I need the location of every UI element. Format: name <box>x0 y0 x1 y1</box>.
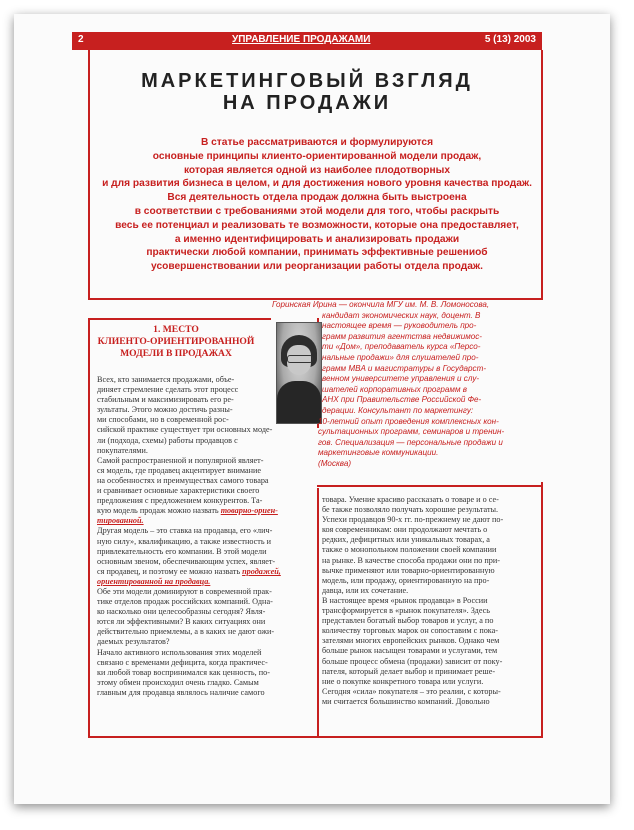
text-line: на рынке. В качестве способа продажи они по при- <box>322 555 500 565</box>
text-line: ние о покупке конкретного товара или услуги. <box>322 676 484 686</box>
abstract-line: и для развития бизнеса в целом, и для достижения нового уровня качества продаж. <box>102 178 532 190</box>
section-heading: 1. МЕСТО КЛИЕНТО-ОРИЕНТИРОВАННОЙ МОДЕЛИ В ПРОДАЖАХ <box>97 324 255 359</box>
bio-line: (Москва) <box>318 458 352 468</box>
text-line: редких, дефицитных или уникальных товарах, а <box>322 535 490 545</box>
article-title-line1: МАРКЕТИНГОВЫЙ ВЗГЛЯД <box>141 70 473 92</box>
abstract-line: в соответствии с требованиями этой модели для того, чтобы раскрыть <box>134 205 500 217</box>
text-line: коя современникам: они продолжают мечтать о <box>322 525 488 535</box>
bio-line: дерации. Консультант по маркетингу: <box>322 405 474 415</box>
term-seller-oriented: продажей, <box>242 566 281 576</box>
abstract-line: усовершенствовании или реорганизации работы отдела продаж. <box>151 261 483 273</box>
text-line: даемых результатов? <box>97 637 170 647</box>
text-line: ки любой товар воспринимался как ценность, по- <box>97 667 270 677</box>
article-title-line2: НА ПРОДАЖИ <box>222 92 392 114</box>
abstract-line: Вся деятельность отдела продаж должна быть выстроена <box>167 192 467 204</box>
article-abstract <box>92 136 542 274</box>
text-line: представлен богатый выбор товаров и услуг, а по <box>322 616 494 626</box>
text-line: зультаты. Этого можно достичь разны- <box>97 405 233 415</box>
text-line: количеству торговых марок он сопоставим с пока- <box>322 626 499 636</box>
text-line: стабильным и максимизировать его ре- <box>97 395 234 405</box>
body-column-1 <box>97 375 312 698</box>
text-line: связано с временами дефицита, когда практичес- <box>97 657 268 667</box>
bio-line: настоящее время — руководитель про- <box>322 321 477 331</box>
text-line: Сегодня «сила» покупателя – это реалии, с которы- <box>322 686 501 696</box>
text-line: диняет стремление сделать этот процесс <box>97 385 239 395</box>
text-line: ся продавец, и поэтому ее можно назвать продажей, <box>97 566 281 576</box>
bio-line: ти «Дом», преподаватель курса «Персо- <box>322 342 481 352</box>
text-line: ются ли эффективными? В каких ситуациях они <box>97 617 266 627</box>
text-line: товара. Умение красиво рассказать о товаре и о се- <box>322 495 499 504</box>
page-number: 2 <box>78 34 84 45</box>
abstract-line: а именно идентифицировать и анализировать продажи <box>174 233 460 245</box>
issue-number: 5 (13) 2003 <box>484 34 536 45</box>
bio-line: шателей корпоративных программ в <box>322 384 467 394</box>
text-line: ориентированной на продавца. <box>97 576 211 586</box>
text-line: модель, или продажу, ориентированную на про- <box>322 575 490 585</box>
heading-top-rule <box>88 318 271 320</box>
bio-line: грамм MBA и магистратуры в Государст- <box>322 363 487 373</box>
text-line: Всех, кто занимается продажами, объе- <box>97 375 235 384</box>
text-line: больше рынок насыщен товарами и услугами, тем <box>322 646 498 656</box>
text-line: бе также позволяло получать хорошие результаты. <box>322 505 499 515</box>
bio-line: Горинская Ирина — окончила МГУ им. М. В. Ломоносова, <box>272 300 490 309</box>
text-line: тированной. <box>97 516 144 526</box>
text-line: ся модель, где продавец акцентирует внимание <box>97 465 261 475</box>
text-line: этому обмен происходил очень гладко. Самым <box>97 677 259 687</box>
bio-line: 10-летний опыт проведения комплексных кон- <box>318 416 499 426</box>
text-line: Самой распространенной и популярной являет- <box>97 455 264 465</box>
abstract-line: В статье рассматриваются и формулируются <box>200 137 434 148</box>
text-line: привлекательность его компании. В этой модели <box>97 546 267 556</box>
bio-line: сультационных программ, семинаров и тренин- <box>318 427 505 437</box>
running-header <box>72 32 542 50</box>
text-line: на особенностях и преимуществах самого товара <box>97 475 269 485</box>
text-line: больше процесс обмена (продажи) зависит от поку- <box>322 656 503 666</box>
bio-line: венном университете управления и слу- <box>322 374 480 384</box>
author-bio <box>272 300 544 470</box>
text-line: Обе эти модели доминируют в современной прак- <box>97 586 272 596</box>
text-line: ми способами, но в современной рос- <box>97 415 229 425</box>
text-line: ли (подхода, схемы) работы продавцов с <box>97 435 238 445</box>
bio-line: кандидат экономических наук, доцент. В <box>322 310 481 320</box>
text-line: В настоящее время «рынок продавца» в России <box>322 595 488 605</box>
text-line: ную силу», квалификацию, а также известность и <box>97 536 272 546</box>
text-line: Другая модель – это ставка на продавца, его «лич- <box>97 526 273 536</box>
text-line: ми считается большинство компаний. Довольно <box>322 696 490 706</box>
term-product-oriented: товарно-ориен- <box>220 506 278 516</box>
text-line: кую модель продаж можно назвать товарно-ориен- <box>97 506 278 516</box>
column-divider-rule <box>317 488 319 738</box>
abstract-line: которая является одной из наиболее плодотворных <box>183 164 451 176</box>
text-line: покупателями. <box>97 445 148 455</box>
text-line: пателя, который делает выбор и принимает реше- <box>322 666 496 676</box>
bottom-rule <box>88 736 543 738</box>
text-line: главным для продавца являлось наличие самого <box>97 687 265 697</box>
text-line: основным звеном, обеспечивающим успех, являет- <box>97 556 276 566</box>
text-line: действительно приемлемы, а в каких не дают ожи- <box>97 627 275 637</box>
text-line: трансформируется в «рынок покупателя». Здесь <box>322 606 491 616</box>
abstract-line: весь ее потенциал и реализовать те возможности, которые она предоставляет, <box>115 219 519 231</box>
text-line: давца, или их сочетание. <box>322 585 409 595</box>
text-line: тике отделов продаж российских компаний. Одна- <box>97 597 273 607</box>
bio-line: АНХ при Правительстве Российской Фе- <box>322 395 482 405</box>
text-line: и сравнивает основные характеристики своего <box>97 486 260 496</box>
body-column-2 <box>322 495 542 707</box>
text-line: Начало активного использования этих моделей <box>97 647 262 657</box>
text-line: также о монопольном положении своей компании <box>322 545 497 555</box>
abstract-line: основные принципы клиенто-ориентированной модели продаж, <box>152 150 482 162</box>
text-line: сийской практике существует три основных моде- <box>97 425 273 435</box>
text-line: предложения с предложением конкурентов. Та- <box>97 496 263 506</box>
bio-line: маркетинговые коммуникации. <box>318 448 439 458</box>
bio-line: грамм развития агентства недвижимос- <box>322 331 482 341</box>
section-name: УПРАВЛЕНИЕ ПРОДАЖАМИ <box>232 34 371 45</box>
bio-line: нальные продажи» для слушателей про- <box>322 352 479 362</box>
text-line: ко насколько они целесообразны сегодня? Явля- <box>97 607 266 617</box>
text-line: зателями многих европейских рынков. Однако чем <box>322 636 500 646</box>
body-left-rule <box>88 318 90 738</box>
bio-line: гов. Специализация — персональные продажи и <box>318 437 503 447</box>
column2-top-rule <box>317 485 543 487</box>
text-line: Успехи продавцов 90-х гг. по-прежнему не дают по- <box>322 515 504 525</box>
text-line: вычке применяют или товарно-ориентированную <box>322 565 495 575</box>
abstract-line: практически любой компании, принимать эффективные решениоб <box>146 247 488 259</box>
